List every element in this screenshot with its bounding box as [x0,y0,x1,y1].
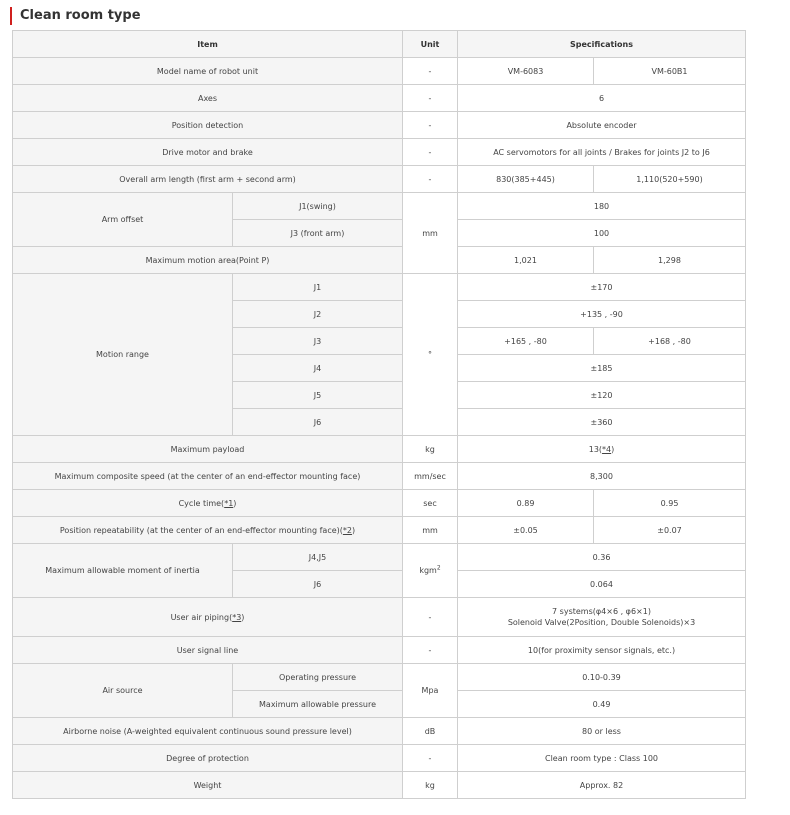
header-unit: Unit [403,31,458,58]
row-label: Drive motor and brake [13,139,403,166]
row-value: 0.49 [458,691,746,718]
sub-label: J4 [233,355,403,382]
row-unit: - [403,637,458,664]
table-row [13,517,746,544]
row-value: 10(for proximity sensor signals, etc.) [458,637,746,664]
header-spec: Specifications [458,31,746,58]
row-value: VM-6083 [458,58,594,85]
row-unit: - [403,85,458,112]
table-row [13,544,746,571]
row-value: 8,300 [458,463,746,490]
row-label: Degree of protection [13,745,403,772]
row-value: 13(*4) [458,436,746,463]
sub-label: J2 [233,301,403,328]
sub-label: J6 [233,571,403,598]
row-value: 0.36 [458,544,746,571]
row-value: 1,298 [594,247,746,274]
row-label: Weight [13,772,403,799]
table-row [13,745,746,772]
row-value: 830(385+445) [458,166,594,193]
row-value: 7 systems(φ4×6 , φ6×1) Solenoid Valve(2Position, Double Solenoids)×3 [458,598,746,637]
row-label: Maximum payload [13,436,403,463]
row-value: 6 [458,85,746,112]
row-value: 0.064 [458,571,746,598]
row-label: Air source [13,664,233,718]
section-title: Clean room type [10,7,141,25]
row-label: Position detection [13,112,403,139]
footnote-link[interactable]: *2 [342,525,352,535]
row-unit: mm [403,517,458,544]
row-value: ±0.05 [458,517,594,544]
table-row [13,436,746,463]
spec-table [12,30,746,799]
row-value: 0.89 [458,490,594,517]
row-unit: - [403,166,458,193]
table-row [13,598,746,637]
row-label: User signal line [13,637,403,664]
row-label: User air piping(*3) [13,598,403,637]
row-unit: sec [403,490,458,517]
row-unit: kgm$^2$ [403,544,458,598]
row-label: Model name of robot unit [13,58,403,85]
row-value: 1,110(520+590) [594,166,746,193]
row-label: Motion range [13,274,233,436]
row-label: Airborne noise (A-weighted equivalent continuous sound pressure level) [13,718,403,745]
table-row [13,664,746,691]
sub-label: J1 [233,274,403,301]
row-unit: kg [403,436,458,463]
row-unit: - [403,112,458,139]
table-row [13,85,746,112]
row-value: Absolute encoder [458,112,746,139]
row-label: Maximum allowable moment of inertia [13,544,233,598]
table-row [13,139,746,166]
row-unit: Mpa [403,664,458,718]
row-value: +165 , -80 [458,328,594,355]
row-value: 100 [458,220,746,247]
row-value: ±170 [458,274,746,301]
row-unit: mm [403,193,458,274]
row-value: 1,021 [458,247,594,274]
row-value: ±0.07 [594,517,746,544]
row-value: 80 or less [458,718,746,745]
row-value: Clean room type : Class 100 [458,745,746,772]
row-value: Approx. 82 [458,772,746,799]
row-value: 180 [458,193,746,220]
row-label: Cycle time(*1) [13,490,403,517]
row-value: +168 , -80 [594,328,746,355]
table-row [13,112,746,139]
row-value: ±185 [458,355,746,382]
sub-label: J1(swing) [233,193,403,220]
row-label: Axes [13,85,403,112]
row-unit: - [403,58,458,85]
row-value: VM-60B1 [594,58,746,85]
header-row [13,31,746,58]
row-unit: dB [403,718,458,745]
table-row [13,718,746,745]
row-unit: - [403,745,458,772]
sub-label: Operating pressure [233,664,403,691]
table-row [13,490,746,517]
sub-label: J4,J5 [233,544,403,571]
row-unit: - [403,139,458,166]
sub-label: J5 [233,382,403,409]
sub-label: J3 [233,328,403,355]
row-label: Arm offset [13,193,233,247]
table-row [13,58,746,85]
footnote-link[interactable]: *3 [232,612,242,622]
table-row [13,637,746,664]
sub-label: Maximum allowable pressure [233,691,403,718]
sub-label: J3 (front arm) [233,220,403,247]
row-value: ±360 [458,409,746,436]
header-item: Item [13,31,403,58]
table-row [13,463,746,490]
table-row [13,166,746,193]
row-unit: kg [403,772,458,799]
table-row [13,247,746,274]
row-unit: ° [403,274,458,436]
row-value: 0.95 [594,490,746,517]
row-label: Position repeatability (at the center of an end-effector mounting face)(*2) [13,517,403,544]
table-row [13,193,746,220]
row-label: Maximum motion area(Point P) [13,247,403,274]
footnote-link[interactable]: *4 [602,444,612,454]
row-unit: - [403,598,458,637]
table-row [13,274,746,301]
footnote-link[interactable]: *1 [224,498,234,508]
sub-label: J6 [233,409,403,436]
row-label: Maximum composite speed (at the center of an end-effector mounting face) [13,463,403,490]
table-row [13,772,746,799]
row-value: ±120 [458,382,746,409]
row-value: 0.10-0.39 [458,664,746,691]
row-value: +135 , -90 [458,301,746,328]
row-unit: mm/sec [403,463,458,490]
row-value: AC servomotors for all joints / Brakes for joints J2 to J6 [458,139,746,166]
row-label: Overall arm length (first arm + second arm) [13,166,403,193]
